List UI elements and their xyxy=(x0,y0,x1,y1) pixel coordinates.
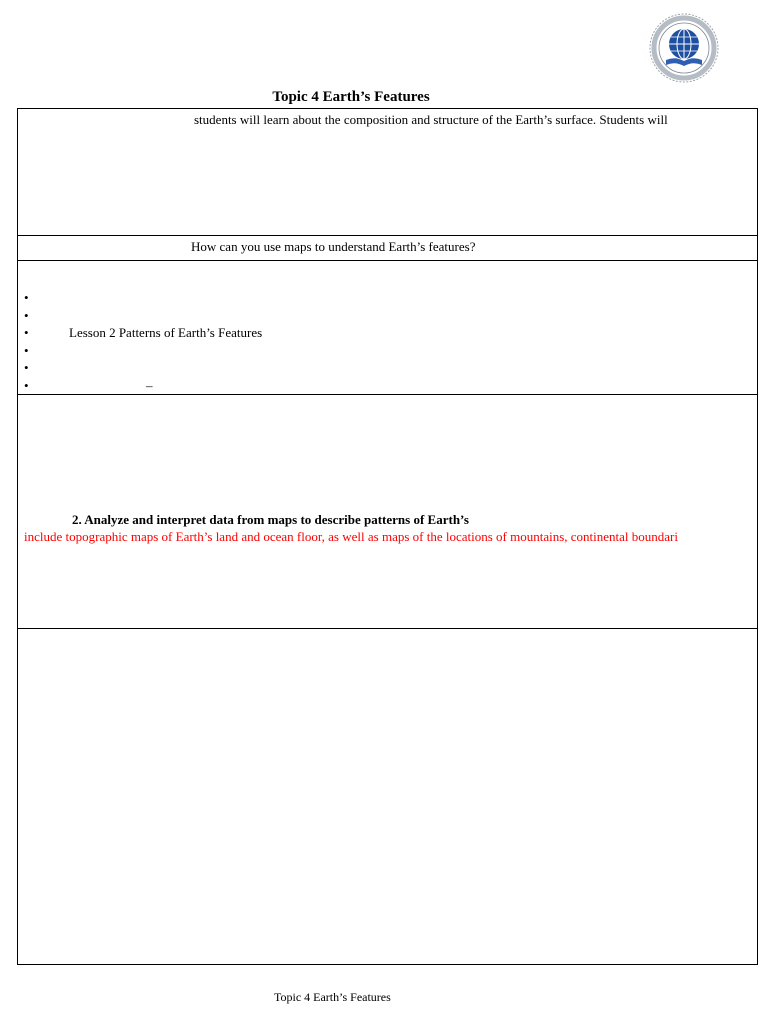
standards-row xyxy=(18,395,757,629)
lesson-2-label: Lesson 2 Patterns of Earth’s Features xyxy=(69,325,263,341)
essential-question-row xyxy=(18,236,757,261)
essential-question-text: How can you use maps to understand Earth’s features? xyxy=(191,239,476,254)
overview-text: students will learn about the composition and structure of the Earth’s surface. Students will xyxy=(194,112,668,127)
notes-row xyxy=(18,629,757,964)
page-footer: Topic 4 Earth’s Features xyxy=(274,990,391,1004)
overview-row xyxy=(18,109,757,236)
school-seal-logo xyxy=(644,12,724,84)
lessons-row: • • • Lesson 2 Patterns of Earth’s Features • • • – xyxy=(18,261,757,395)
standard-text: 2. Analyze and interpret data from maps to describe patterns of Earth’s xyxy=(72,512,469,527)
clarification-text: include topographic maps of Earth’s land and ocean floor, as well as maps of the locations of mountains, continental boundari xyxy=(24,529,678,544)
lesson-plan-table xyxy=(17,108,758,965)
school-seal-globe-icon xyxy=(644,12,724,84)
page-title: Topic 4 Earth’s Features xyxy=(272,89,430,105)
bullet-dash: – xyxy=(146,377,153,393)
